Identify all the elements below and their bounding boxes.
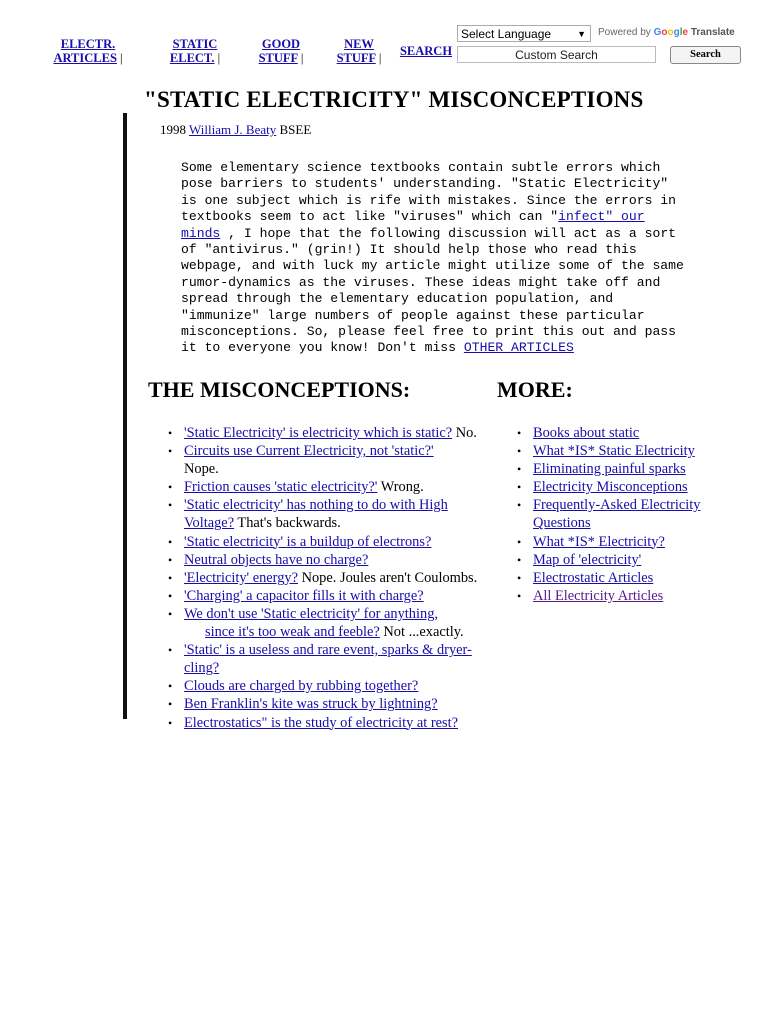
list-item xyxy=(533,460,743,478)
nav-electr-articles[interactable]: ELECTR. ARTICLES | xyxy=(53,37,123,65)
list-item xyxy=(533,478,743,496)
list-item xyxy=(533,551,743,569)
nav-new-stuff[interactable]: NEW STUFF | xyxy=(336,37,382,65)
language-select[interactable]: Select Language ▼ xyxy=(457,25,591,42)
misconception-link[interactable]: Neutral objects have no charge? xyxy=(184,551,369,568)
nav-link-static-elect[interactable]: STATIC ELECT. xyxy=(169,37,218,65)
list-item: • 'Static electricity' has nothing to do with High Voltage? That's backwards. xyxy=(184,496,484,532)
nav-search[interactable] xyxy=(399,44,453,58)
byline: 1998 William J. Beaty BSEE xyxy=(160,122,312,137)
nav-link-new-stuff[interactable]: NEW STUFF xyxy=(336,37,376,65)
more-link[interactable]: Frequently-Asked Electricity Questions xyxy=(533,497,701,532)
more-link[interactable]: Electricity Misconceptions xyxy=(533,479,688,496)
list-item: • Circuits use Current Electricity, not 'static?' Nope. xyxy=(184,442,484,478)
list-item xyxy=(533,569,743,587)
misconception-link[interactable]: 'Static Electricity' is electricity which is static? xyxy=(184,425,453,441)
list-item xyxy=(184,533,484,551)
list-item xyxy=(184,587,484,605)
misconception-link[interactable]: 'Charging' a capacitor fills it with charge? xyxy=(184,587,424,604)
misconception-link[interactable]: 'Static electricity' is a buildup of electrons? xyxy=(184,533,432,550)
nav-link-good-stuff[interactable]: GOOD STUFF xyxy=(258,37,301,65)
list-item xyxy=(184,551,484,569)
misconceptions-heading: THE MISCONCEPTIONS: xyxy=(148,377,411,402)
nav-link-electr-articles[interactable]: ELECTR. ARTICLES xyxy=(53,37,117,65)
list-item xyxy=(533,533,743,551)
list-item: • Friction causes 'static electricity?' Wrong. xyxy=(184,478,484,496)
more-link[interactable]: Electrostatic Articles xyxy=(533,569,654,586)
nav-good-stuff[interactable]: GOOD STUFF | xyxy=(258,37,304,65)
list-item xyxy=(533,496,743,532)
list-item: • 'Electricity' energy? Nope. Joules aren't Coulombs. xyxy=(184,569,484,587)
dropdown-arrow-icon: ▼ xyxy=(577,29,586,39)
more-link-visited[interactable]: All Electricity Articles xyxy=(533,587,664,604)
misconception-link[interactable]: Clouds are charged by rubbing together? xyxy=(184,678,419,695)
intro-text: Some elementary science textbooks contain subtle errors which pose barriers to students' understanding. "Static Electricity" is one subject which is rife with mistakes. Since the errors in textbooks seem to act like "viruses" which can "infect" our minds , I hope that the following discussion will act as a sort of "antivirus." (grin!) It should help those who read this webpage, and with luck my article might utilize some of the same rumor-dynamics as the viruses. These ideas might take off and spread through the elementary education population, and "immunize" large numbers of people against these particular misconceptions. So, please feel free to print this out and pass it to everyone you know! Don't miss OTHER ARTICLES xyxy=(181,160,684,356)
misconceptions-list xyxy=(184,424,484,732)
nav-link-search[interactable]: SEARCH xyxy=(399,44,453,58)
powered-by-google-translate[interactable]: Powered by Google Translate xyxy=(598,27,735,38)
list-item xyxy=(184,677,484,695)
more-link[interactable]: What *IS* Electricity? xyxy=(533,533,665,550)
misconception-link[interactable]: 'Static electricity' has nothing to do with High Voltage? xyxy=(184,497,448,532)
more-list xyxy=(533,424,743,605)
other-articles-link[interactable]: OTHER ARTICLES xyxy=(463,340,574,356)
custom-search-input[interactable]: Custom Search xyxy=(457,46,656,63)
page-title: "STATIC ELECTRICITY" MISCONCEPTIONS xyxy=(144,87,644,112)
more-link[interactable]: Map of 'electricity' xyxy=(533,551,642,568)
vertical-divider xyxy=(123,113,127,719)
more-heading: MORE: xyxy=(497,377,573,402)
nav-static-elect[interactable]: STATIC ELECT. | xyxy=(169,37,221,65)
misconception-link[interactable]: We don't use 'Static electricity' for anything, since it's too weak and feeble? xyxy=(184,605,438,641)
misconception-link[interactable]: Electrostatics" is the study of electricity at rest? xyxy=(184,714,459,731)
misconception-link[interactable]: Circuits use Current Electricity, not 'static?' xyxy=(184,443,434,460)
misconception-link[interactable]: Friction causes 'static electricity?' xyxy=(184,479,378,496)
search-button[interactable]: Search xyxy=(670,46,741,64)
misconception-link[interactable]: Ben Franklin's kite was struck by lightning? xyxy=(184,696,438,713)
list-item xyxy=(533,587,743,605)
list-item xyxy=(184,695,484,713)
misconception-link[interactable]: 'Static' is a useless and rare event, sparks & dryer-cling? xyxy=(184,642,472,677)
more-link[interactable]: Eliminating painful sparks xyxy=(533,461,686,478)
list-item: • We don't use 'Static electricity' for anything, since it's too weak and feeble? Not ...exactly. xyxy=(184,605,484,641)
author-link[interactable]: William J. Beaty xyxy=(189,122,277,137)
list-item xyxy=(184,714,484,732)
list-item xyxy=(533,424,743,442)
infect-our-minds-link[interactable]: infect" our minds xyxy=(181,209,645,241)
list-item xyxy=(533,442,743,460)
more-link[interactable]: What *IS* Static Electricity xyxy=(533,443,695,460)
list-item: • 'Static Electricity' is electricity which is static? No. xyxy=(184,424,484,442)
list-item xyxy=(184,641,484,677)
misconception-link[interactable]: 'Electricity' energy? xyxy=(184,569,298,586)
more-link[interactable]: Books about static xyxy=(533,425,640,441)
